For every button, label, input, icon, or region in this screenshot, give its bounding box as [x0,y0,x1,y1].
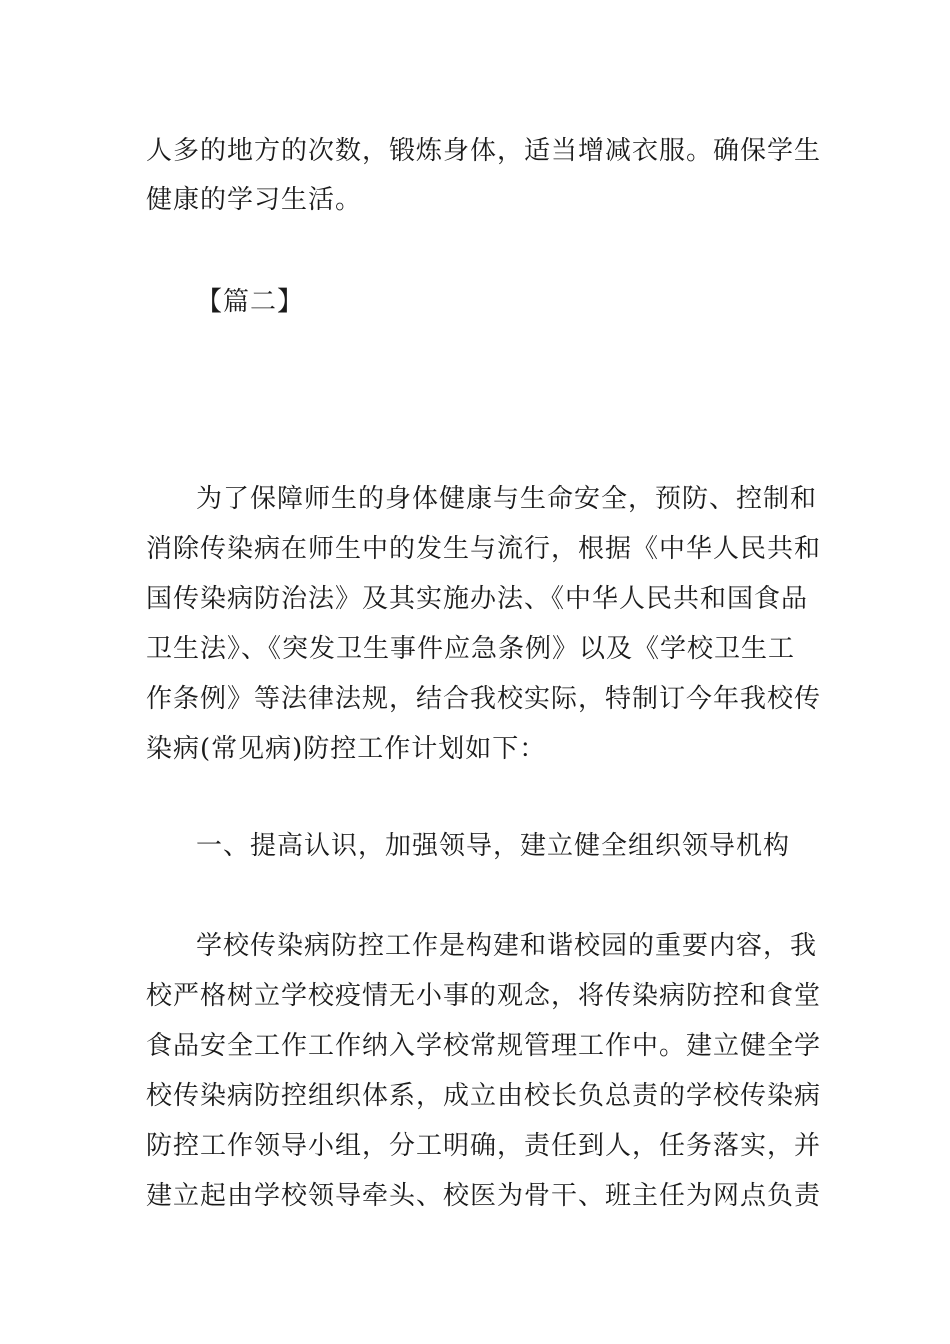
paragraph-line: 校严格树立学校疫情无小事的观念，将传染病防控和食堂 [146,981,822,1011]
paragraph-line: 作条例》等法律法规，结合我校实际，特制订今年我校传 [146,684,822,714]
paragraph-line: 健康的学习生活。 [146,185,363,215]
paragraph-line: 校传染病防控组织体系，成立由校长负总责的学校传染病 [146,1081,822,1111]
paragraph-line: 染病(常见病)防控工作计划如下： [146,734,547,764]
section-heading: 一、提高认识，加强领导，建立健全组织领导机构 [196,831,791,861]
paragraph-line: 卫生法》、《突发卫生事件应急条例》以及《学校卫生工 [146,634,796,664]
paragraph-line: 为了保障师生的身体健康与生命安全，预防、控制和 [196,484,818,514]
paragraph-line: 建立起由学校领导牵头、校医为骨干、班主任为网点负责 [146,1181,822,1211]
paragraph-line: 人多的地方的次数，锻炼身体，适当增减衣服。确保学生 [146,136,822,166]
paragraph-line: 防控工作领导小组，分工明确，责任到人，任务落实，并 [146,1131,822,1161]
section-marker: 【篇二】 [196,287,305,317]
paragraph-line: 国传染病防治法》及其实施办法、《中华人民共和国食品 [146,584,809,614]
paragraph-line: 消除传染病在师生中的发生与流行，根据《中华人民共和 [146,534,822,564]
paragraph-line: 学校传染病防控工作是构建和谐校园的重要内容，我 [196,931,818,961]
paragraph-line: 食品安全工作工作纳入学校常规管理工作中。建立健全学 [146,1031,822,1061]
